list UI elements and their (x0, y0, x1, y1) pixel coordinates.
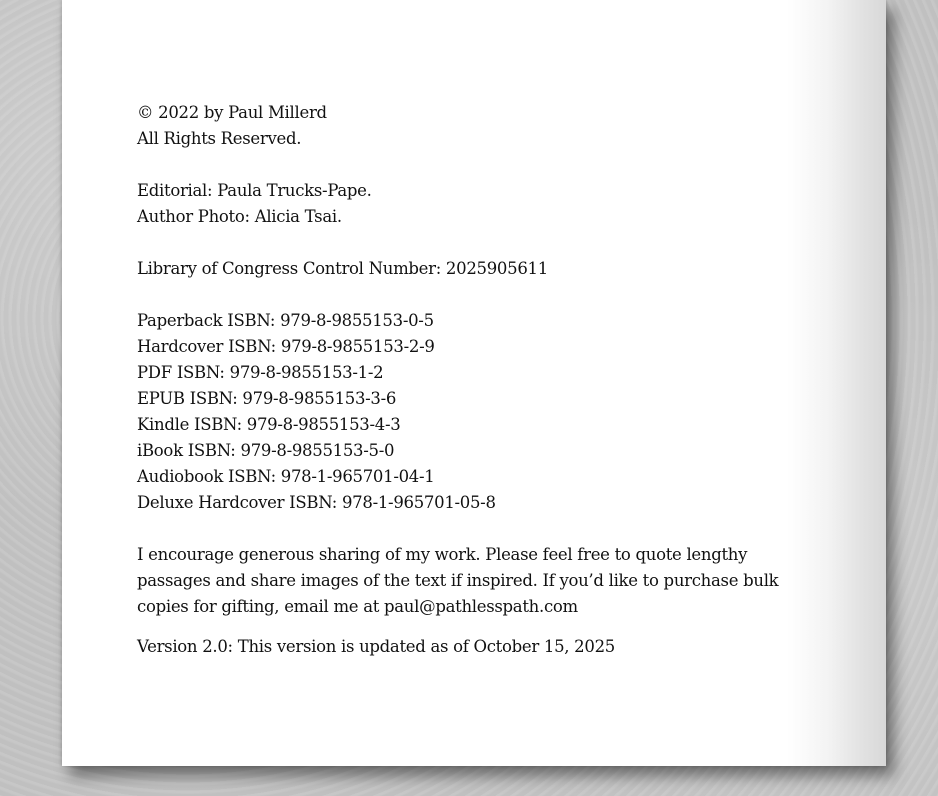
sharing-paragraph (137, 542, 779, 620)
isbn-ibook: iBook ISBN: 979-8-9855153-5-0 (137, 441, 395, 460)
sharing-line-3: copies for gifting, email me at paul@pathlesspath.com (137, 597, 578, 616)
copyright-page-content (137, 100, 779, 674)
sharing-line-2: passages and share images of the text if inspired. If you’d like to purchase bulk (137, 571, 779, 590)
rights-reserved-line: All Rights Reserved. (137, 129, 302, 148)
isbn-kindle: Kindle ISBN: 979-8-9855153-4-3 (137, 415, 401, 434)
isbn-epub: EPUB ISBN: 979-8-9855153-3-6 (137, 389, 397, 408)
isbn-pdf: PDF ISBN: 979-8-9855153-1-2 (137, 363, 384, 382)
isbn-deluxe-hardcover: Deluxe Hardcover ISBN: 978-1-965701-05-8 (137, 493, 496, 512)
author-photo-credit: Author Photo: Alicia Tsai. (137, 207, 342, 226)
version-note (137, 634, 757, 660)
library-block (137, 256, 757, 282)
copyright-block (137, 100, 757, 152)
isbn-hardcover: Hardcover ISBN: 979-8-9855153-2-9 (137, 337, 435, 356)
isbn-audiobook: Audiobook ISBN: 978-1-965701-04-1 (137, 467, 435, 486)
credits-block (137, 178, 757, 230)
isbn-list (137, 308, 757, 516)
lccn-line: Library of Congress Control Number: 2025905611 (137, 259, 548, 278)
isbn-paperback: Paperback ISBN: 979-8-9855153-0-5 (137, 311, 434, 330)
version-line: Version 2.0: This version is updated as of October 15, 2025 (137, 637, 615, 656)
book-page (62, 0, 886, 766)
sharing-line-1: I encourage generous sharing of my work. Please feel free to quote lengthy (137, 545, 748, 564)
copyright-line: © 2022 by Paul Millerd (137, 103, 327, 122)
editorial-credit: Editorial: Paula Trucks-Pape. (137, 181, 372, 200)
